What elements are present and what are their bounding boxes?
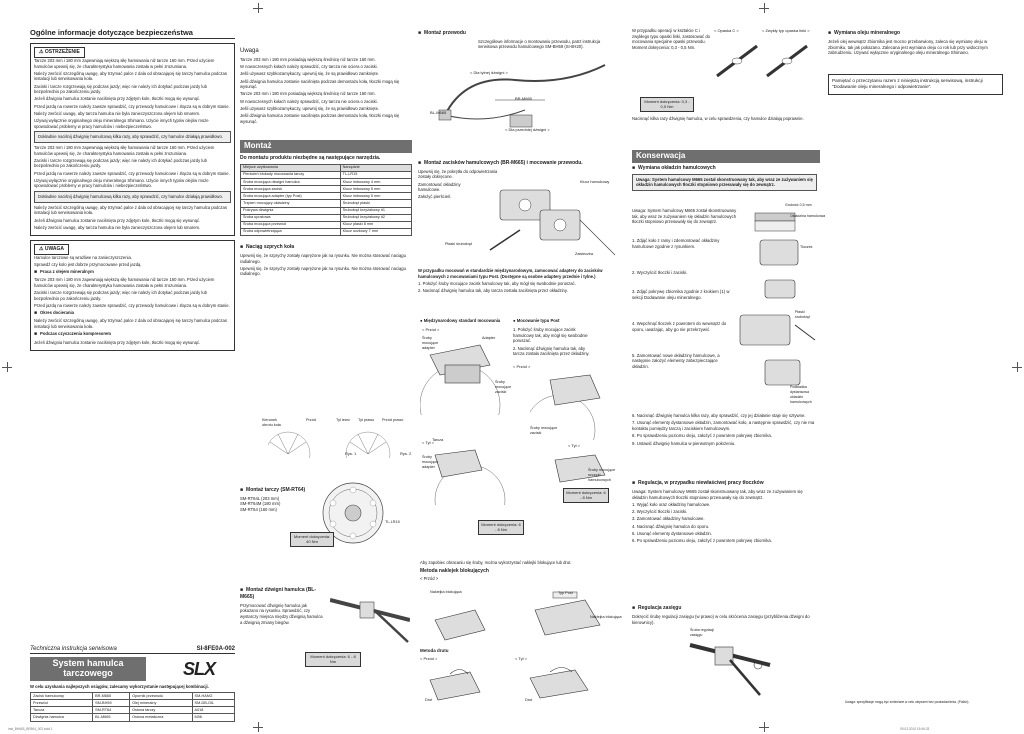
warning-item: Należy zwrócić szczególną uwagę, aby trzymać palce z dala od obracającej się tarczy hamulca podczas instalacji lub serwisowania koła. — [34, 70, 227, 82]
front-label: < Przód > — [420, 576, 439, 582]
tie-text: W przypadku operacji w kształcie C i zwykłego typu opaski linki, zastosować do mocowania specjalne opaski przewodu. Moment dokręcenia: 0,3 - 0,5 Nm. — [632, 28, 710, 51]
pads-note: Uwaga: System hamulcowy M665 został skonstruowany tak, aby wraz ze zużywaniem się okładzin hamulcowych tłoczki stopniowo przesuwały się do zewnątrz. — [632, 174, 817, 191]
align-step: 4. Nacisnąć dźwignię hamulca do oporu. — [632, 523, 710, 529]
registration-mark — [1012, 362, 1022, 372]
registration-mark — [759, 722, 769, 732]
tie-section — [632, 28, 712, 52]
tie-callout: < Opaska C > — [714, 28, 739, 33]
adapter-intro: W przypadku mocowań w standardzie międzynarodowym, zamocować adaptery do zacisków hamulcowych z mocowaniami typu Post. (Dostępne są osobne adaptery przednie i tylne.) — [418, 268, 603, 279]
hub-title: ■ Naciąg szprych koła — [240, 244, 412, 251]
lock-label: Typ Post — [558, 591, 573, 595]
tie-diagram — [712, 36, 812, 86]
pads-section — [632, 163, 817, 193]
pad-step: 7. Usunąć elementy dystansowe okładzin, zamontować koło, a następnie sprawdzić, czy nie ma kontaktu pomiędzy tarczą i zaciskiem hamulcowym. — [632, 420, 815, 432]
bullet-icon: ● — [420, 318, 424, 323]
adapter-item: 1. Położyć śruby mocujące zacisk hamulcowy tak, aby mógł się swobodnie poruszać. — [418, 280, 576, 286]
safety-title: Ogólne informacje dotyczące bezpieczeństwa — [30, 28, 235, 39]
warning-item: Tarcze 203 mm i 180 mm zapewniają większą siłę hamowania niż tarcze 160 mm. Przed użyciem hamulców upewnij się, że charakterystyka hamowania została w pełni zrozumiana. — [34, 57, 215, 69]
hose-title: ■ Montaż przewodu — [418, 30, 618, 37]
pad-step: 6. Nacisnąć dźwignię hamulca kilka razy, aby sprawdzić, czy jej działanie staje się sztywne. — [632, 413, 806, 418]
table-row: Trzpień mocujący okładziny Śrubokręt płaski — [241, 200, 412, 207]
hose-callout: < Dla przedniej dźwigni > — [505, 127, 550, 132]
warning-box — [30, 43, 235, 236]
hose-diagram — [425, 55, 620, 135]
caliper-title: ■ Montaż zacisków hamulcowych (BR-M665) i mocowanie przewodu. — [418, 160, 618, 167]
adapter-torque: Moment dokręcenia: 6 - 8 Nm — [478, 520, 524, 535]
hose-model: BR-M665 — [515, 96, 532, 101]
tie-note-text: Nacisnąć kilka razy dźwignię hamulca, w celu sprawdzenia, czy hamulce działają poprawnie. — [632, 116, 804, 121]
table-row: Pierścień blokady mocowania tarczy TL-LR15 — [241, 171, 412, 178]
hub-label: Przód — [306, 418, 316, 422]
oil-section — [828, 28, 1003, 95]
pad-label: Grubość 0,5 mm — [785, 203, 812, 207]
caliper-item: Założyć pierścień. — [418, 194, 452, 200]
reach-label: Śruba regulacji zasięgu — [690, 628, 714, 637]
warning-icon: ⚠ — [39, 49, 45, 56]
wire-diagram — [420, 660, 615, 705]
lock-note: Aby zapobiec obracaniu się śruby, można wykorzystać naklejki blokujące lub drut. — [420, 560, 572, 565]
intl-label: Śruby mocujące adapter — [422, 455, 439, 470]
doc-type: Techniczna instrukcja serwisowa — [30, 646, 117, 652]
warning-notice: Dokładnie naciśnij dźwignię hamulcową kilka razy, aby sprawdzić, czy hamulce działają prawidłowo. — [34, 191, 231, 203]
intl-label: Adapter — [482, 336, 496, 340]
align-step: 6. Po sprawdzeniu poziomu oleju, założyć z powrotem pokrywę zbiornika. — [632, 538, 772, 544]
rear-label: < Tył > — [515, 656, 527, 661]
warning-item: Jeżeli dźwignia hamulca zostanie naciśnięta przy zdjętym kole, tłoczki mogą się wysunąć. — [34, 217, 201, 223]
pads-title: ■ Wymiana okładzin hamulcowych — [632, 165, 817, 172]
hub-label: Kierunek obrotu koła — [262, 418, 281, 428]
uwaga-item: Tarcze 203 mm i 180 mm posiadają większą średnicę niż tarcze 160 mm. — [240, 91, 376, 97]
pad-step-label: Tłoczek — [800, 245, 813, 249]
intl-label: Śruby mocujące adapter — [422, 336, 439, 351]
uwaga-item: W nowoczesnych kołach należy sprawdzić, czy tarcza nie ociera o zaciski. — [240, 64, 378, 70]
uwaga-item: Jeśli używasz szybkozamykaczy, upewnij się, że są prawidłowo zamknięte. — [240, 105, 380, 111]
doc-code: SI-8FE0A-002 — [196, 646, 235, 652]
tools-table — [240, 164, 412, 236]
wire-title: Metoda drutu — [420, 648, 449, 653]
warning-item: Przed jazdą na rowerze należy zawsze sprawdzić, czy przewody hamulcowe i złącza są w dobrym stanie. — [34, 103, 230, 109]
safety-column — [30, 28, 235, 628]
caution-item: Tarcze 203 mm i 180 mm zapewniają większą siłę hamowania niż tarcze 160 mm. Przed użyciem hamulców upewnij się, że charakterystyka hamowania została w pełni zrozumiana. — [34, 277, 215, 289]
pad-step: 4. Wepchnąć tłoczek z powrotem do wewnątrz do oporu, uważając, aby go nie przekrzywić. — [632, 320, 727, 332]
tie-torque: Moment dokręcenia: 0,3 - 0,5 Nm — [640, 97, 694, 112]
caliper-label: Zawleczka — [575, 252, 593, 256]
warning-item: Zaciski i tarcze rozgrzewają się podczas jazdy; więc nie należy ich dotykać podczas jazdy lub bezpośrednio po zakończeniu jazdy. — [34, 157, 207, 169]
tie-note — [632, 116, 817, 123]
pad-step: 2. Wyczyścić tłoczki i zaciski. — [632, 269, 688, 275]
caution-item: Przed jazdą na rowerze należy zawsze sprawdzić, czy przewody hamulcowe i złącza są w dobrym stanie. — [34, 303, 230, 309]
table-row: Zacisk hamulcowy BR-M665 Opornik przewodu SM-HANG — [31, 693, 235, 700]
table-row: Śruba odpowietrzająca Klucz oczkowy 7 mm — [241, 228, 412, 235]
warning-notice: Dokładnie naciśnij dźwignię hamulcową kilka razy, aby sprawdzić, czy hamulce działają prawidłowo. — [34, 131, 231, 143]
figure-label: Rys. 1 — [345, 451, 357, 456]
align-step: 5. Usunąć elementy dystansowe okładzin. — [632, 531, 713, 537]
montaz-bar: Montaż — [240, 140, 412, 153]
uwaga-item: Jeśli dźwignia hamulca zostanie naciśnięta podczas demontażu koła, tłoczki mogą się wysunąć. — [240, 78, 400, 90]
lever-diagram — [330, 590, 410, 650]
disc-model: SM-RT64L (203 mm) — [240, 495, 280, 501]
registration-mark — [2, 362, 12, 372]
registration-mark — [253, 3, 263, 13]
warning-item: Tarcze 203 mm i 180 mm zapewniają większą siłę hamowania niż tarcze 160 mm. Przed użyciem hamulców upewnij się, że charakterystyka hamowania została w pełni zrozumiana. — [34, 144, 215, 156]
wire-label: Drut — [525, 698, 533, 702]
table-row: Przewód SM-BH59 Olej mineralny SM-DB-OIL — [31, 700, 235, 707]
warning-item: Należy zwrócić uwagę, aby tarcza hamulca nie była zanieczyszczona olejem lub smarem. — [34, 110, 201, 116]
oil-text: Jeżeli olej wewnątrz zbiornika jest mocno przebarwiony, zaleca się wymianę oleju w zbiorniku, tak jak pokazano. Zalecana jest wymiana oleju co rok lub przy widocznym zabrudzeniu. Używać wyłącznie oryginalnego oleju mineralnego Shimano. — [828, 38, 988, 56]
pad-step: 3. Zdjąć pokrywę zbiornika zgodnie z krokiem (1) w sekcji Dodawanie oleju mineralnego. — [632, 289, 730, 301]
warning-item: Należy zwrócić szczególną uwagę, aby trzymać palce z dala od obracającej się tarczy hamulca podczas instalacji lub serwisowania koła. — [34, 204, 227, 216]
caution-item: Należy zwrócić szczególną uwagę, aby trzymać palce z dala od obracającej się tarczy hamulca podczas instalacji lub serwisowania koła. — [34, 318, 227, 330]
title-banner — [30, 657, 235, 681]
disc-section — [240, 485, 330, 513]
adapter-section — [418, 268, 618, 295]
disc-tool-label: TL-LR15 — [385, 520, 400, 524]
warning-item: Zaciski i tarcze rozgrzewają się podczas jazdy; więc nie należy ich dotykać podczas jazdy lub bezpośrednio po zakończeniu jazdy. — [34, 83, 207, 95]
uwaga-title: Uwaga — [240, 48, 259, 54]
subheading: ■ Praca z olejem mineralnym — [34, 269, 231, 276]
uwaga-item: Jeśli używasz szybkozamykaczy, upewnij się, że są prawidłowo zamknięte. — [240, 71, 380, 77]
uwaga-item: Tarcze 203 mm i 180 mm posiadają większą średnicę niż tarcze 160 mm. — [240, 57, 376, 63]
table-row: Śruba upustowa Śrubokręt krzyżakowy #2 — [241, 214, 412, 221]
footer-right: 09.03.2010 15:46:33 — [900, 727, 930, 731]
hub-label: Przód prawo — [382, 418, 404, 422]
intl-label: Tarcza — [432, 438, 444, 442]
hub-label: Tył prawo — [358, 418, 375, 422]
caliper-item: Upewnij się, że pokrętła do odpowietrzania zostały dokręcone. — [418, 168, 498, 180]
combo-table — [30, 692, 235, 722]
table-row: Śruba mocująca przewód Klucz płaski 8 mm — [241, 221, 412, 228]
intl-rear-diagram — [420, 445, 510, 505]
pads-intro-text: Uwaga: System hamulcowy M665 został skonstruowany tak, aby wraz ze zużywaniem się okładzin hamulcowych tłoczki stopniowo przesuwały się do zewnątrz. — [632, 208, 737, 225]
table-row: Śruba mocująca zacisk Klucz imbusowy 5 mm — [241, 186, 412, 193]
post-title: ● Mocowanie typu Post — [513, 318, 560, 323]
hub-label: Tył lewo — [336, 418, 350, 422]
uwaga-item: W nowoczesnych kołach należy sprawdzić, czy tarcza nie ociera o zaciski. — [240, 98, 378, 104]
registration-mark — [759, 3, 769, 13]
caution-header: ⚠ UWAGA — [34, 244, 69, 255]
align-section — [632, 478, 817, 546]
bullet-icon: ● — [513, 318, 517, 323]
hose-callout: < Dla tylnej dźwigni > — [470, 70, 508, 75]
pad-step-label: Płaski śrubokręt — [795, 310, 810, 319]
warning-header: ⚠ OSTRZEŻENIE — [34, 47, 85, 58]
table-header-row: Miejsce użytkowania Narzędzie — [241, 164, 412, 171]
align-step: 2. Wyczyścić tłoczki i zaciski. — [632, 509, 688, 515]
caliper-label: Płaski śrubokręt — [445, 242, 473, 246]
caution-box — [30, 240, 235, 351]
caution-icon: ⚠ — [39, 246, 45, 252]
pads-steps — [632, 238, 732, 371]
align-step: 1. Wyjąć koło oraz okładziny hamulcowe. — [632, 501, 711, 507]
caliper-label: Klucz hamulcowy — [580, 180, 610, 184]
pads-steps-late — [632, 413, 817, 448]
serwis-bar: Konserwacja — [632, 150, 820, 163]
caution-item: Zaciski i tarcze rozgrzewają się podczas jazdy; więc nie należy ich dotykać podczas jazdy lub bezpośrednio po zakończeniu jazdy. — [34, 290, 207, 301]
warning-item: Jeżeli dźwignia hamulca zostanie naciśnięta przy zdjętym kole, tłoczki mogą się wysunąć. — [34, 96, 201, 102]
uwaga-item: Jeśli dźwignia hamulca zostanie naciśnięta podczas demontażu koła, tłoczki mogą się wysunąć. — [240, 112, 400, 124]
title-block — [30, 645, 235, 722]
subheading: ■ Podczas czyszczenia kompresorem — [34, 331, 231, 338]
post-label: Śruby mocujące zaciski — [530, 426, 558, 436]
figure-label: Rys. 2 — [400, 451, 412, 456]
pads-intro — [632, 208, 737, 227]
caution-item: Sprawdź czy kolo jest dobrze przymocowane przed jazdą. — [34, 261, 142, 267]
warning-item: Używaj wyłącznie oryginalnego oleju mineralnego Shimano. Użycie innych typów olejów może spowodować problemy w pracy hamulców i niebezpieczeństwo. — [34, 177, 209, 189]
hose-model: BL-M665 — [430, 110, 447, 115]
table-row: Śruba mocująca dźwigni hamulca Klucz imbusowy 4 mm — [241, 179, 412, 186]
warning-item: Należy zwrócić uwagę, aby tarcza hamulca nie była zanieczyszczona olejem lub smarem. — [34, 224, 201, 230]
post-item: 1. Położyć śruby mocujące zacisk hamulcowy tak, aby mógł się swobodnie poruszać. — [513, 327, 588, 344]
pad-label: Okładzina hamulcowa — [790, 214, 826, 218]
lock-diagram — [425, 590, 615, 645]
pad-step: 5. Zamontować nowe okładziny hamulcowe, a następnie założyć elementy zabezpieczające okładzin. — [632, 352, 720, 370]
subheading: ■ Okres docierania — [34, 310, 231, 317]
lock-label: Naklejka blokująca — [590, 615, 622, 619]
table-row: Dźwignia hamulca BL-M665 Osłona metaliczna M06 — [31, 714, 235, 721]
oil-note: Pamiętać o przeczytaniu razem z niniejszą instrukcją serwisową, instrukcji "Dodawanie oleju mineralnego i odpowietrzanie". — [828, 74, 1003, 94]
front-label: < Przód > — [422, 327, 440, 332]
hose-section — [418, 28, 618, 52]
align-step: 3. Zamontować okładziny hamulcowe. — [632, 516, 705, 522]
pad-step: 9. Ustawić dźwignię hamulca w pierwotnym położeniu. — [632, 440, 736, 446]
lever-torque: Moment dokręcenia: 6 - 8 Nm — [305, 652, 361, 667]
caliper-item: Zamontować okładziny hamulcowe. — [418, 181, 461, 193]
disc-model: SM-RT64M (180 mm) — [240, 501, 281, 507]
oil-title: ■ Wymiana oleju mineralnego — [828, 30, 1003, 37]
tie-callout: < Zwykły typ opaska linki > — [762, 28, 810, 33]
rear-label: < Tył > — [568, 443, 580, 448]
caution-item: Hamulce tarczowe są wrażliwe na zanieczyszczenia. — [34, 254, 132, 260]
tools-title: Do montażu produktu niezbędne są następujące narzędzia. — [240, 155, 381, 162]
lock-label: Naklejka blokująca — [430, 590, 462, 594]
align-intro: Uwaga: System hamulcowy M665 został skonstruowany tak, aby wraz ze zużywaniem się okładzin hamulcowych tłoczki stopniowo przesuwały się do zewnątrz. — [632, 488, 803, 500]
table-row: Śruba mocująca adapter (typ Post) Klucz imbusowy 5 mm — [241, 193, 412, 200]
pad-step: 8. Po sprawdzeniu poziomu oleju, założyć z powrotem pokrywę zbiornika. — [632, 433, 772, 439]
pad-step: 1. Zdjąć koło z ramy i zdemontować okładziny hamulcowe zgodnie z rysunkiem. — [632, 238, 720, 249]
wire-label: Drut — [425, 698, 433, 702]
intl-label: Śruby mocujące zaciski — [495, 380, 512, 395]
lever-title: ■ Montaż dźwigni hamulca (BL-M665) — [240, 587, 325, 601]
hub-text: Upewnij się, że szprychy zostały naprężone jak na rysunku. Nie można stosować naciągu radialnego. — [240, 265, 406, 277]
lever-section — [240, 585, 325, 627]
post-text — [513, 327, 593, 358]
table-row: Pokrywa dźwignia Śrubokręt krzyżakowy #1 — [241, 207, 412, 214]
footer-left: inst_BH665_BR564_002.indd 1 — [8, 727, 53, 731]
front-label: < Przód > — [513, 364, 531, 369]
doc-header — [30, 645, 235, 654]
lever-text: Przymocować dźwignię hamulca jak pokazano na rysunku. Sprawdzić, czy wystarczy miejsca między dźwignią hamulca a dźwignią zmiany biegów. — [240, 602, 323, 625]
adapter-item: 2. Nacisnąć dźwignię hamulca tak, aby tarcza została zaciśnięta przez okładziny. — [418, 288, 568, 294]
disc-model: SM-RT64 (160 mm) — [240, 507, 277, 513]
brand-logo: SLX — [182, 659, 215, 680]
hub-text: Upewnij się, że szprychy zostały naprężone jak na rysunku. Nie można stosować naciągu radialnego. — [240, 252, 406, 264]
post-label: Śruby mocujące szczęki hamulcowych — [588, 468, 616, 483]
lock-title: Metoda naklejek blokujących — [420, 567, 489, 574]
footer-note: Uwaga: specyfikacje mogą być zmieniane w celu ulepszeń bez powiadomienia. (Polish) — [845, 700, 969, 704]
table-row: Tarcza SM-RT64 Osłona tarczy A018 — [31, 707, 235, 714]
front-label: < Przód > — [420, 656, 438, 661]
intl-title: ● Międzynarodowy standard mocowania — [420, 318, 501, 323]
align-title: ■ Regulacja, w przypadku niewłaściwej pracy tłoczków — [632, 480, 817, 487]
hub-diagram — [268, 428, 412, 458]
reach-title: ■ Regulacja zasięgu — [632, 605, 817, 612]
adapter-torque: Moment dokręcenia: 6 - 8 Nm — [563, 488, 609, 503]
reach-section — [632, 603, 817, 627]
disc-torque: Moment dokręcenia: 40 Nm — [290, 532, 334, 547]
pad-step-label: Podkładka dystansowa okładzin hamulcowych — [790, 385, 812, 404]
disc-title: ■ Montaż tarczy (SM-RT64) — [240, 487, 330, 494]
lock-section — [420, 560, 620, 582]
combo-intro: W celu uzyskania najlepszych osiągów, zalecamy wykorzystanie następującej kombinacji. — [30, 684, 209, 690]
reach-text: Dokręcić śrubę regulacji zasięgu (w prawo) w celu skrócenia zasięgu (przybliżenia dźwigni do kierownicy). — [632, 613, 810, 625]
post-item: 2. Nacisnąć dźwignię hamulca tak, aby tarcza została zaciśnięta przez okładziny. — [513, 345, 590, 357]
warning-item: Przed jazdą na rowerze należy zawsze sprawdzić, czy przewody hamulcowe i złącza są w dobrym stanie. — [34, 170, 230, 176]
rear-label: < Tył > — [422, 440, 434, 445]
main-title: System hamulca tarczowego — [30, 657, 146, 681]
caution-item: Jeżeli dźwignia hamulca zostanie naciśnięta przy zdjętym kole, tłoczki mogą się wysunąć. — [34, 339, 201, 345]
warning-item: Używaj wyłącznie oryginalnego oleju mineralnego Shimano. Użycie innych typów olejów może spowodować problemy w pracy hamulców i niebezpieczeństwo. — [34, 117, 209, 129]
hose-text: Szczegółowe informacje o montowaniu przewodu, patrz instrukcja serwisowa przewodu hamulcowego SM-BH59 (SI-8H20). — [478, 38, 601, 50]
